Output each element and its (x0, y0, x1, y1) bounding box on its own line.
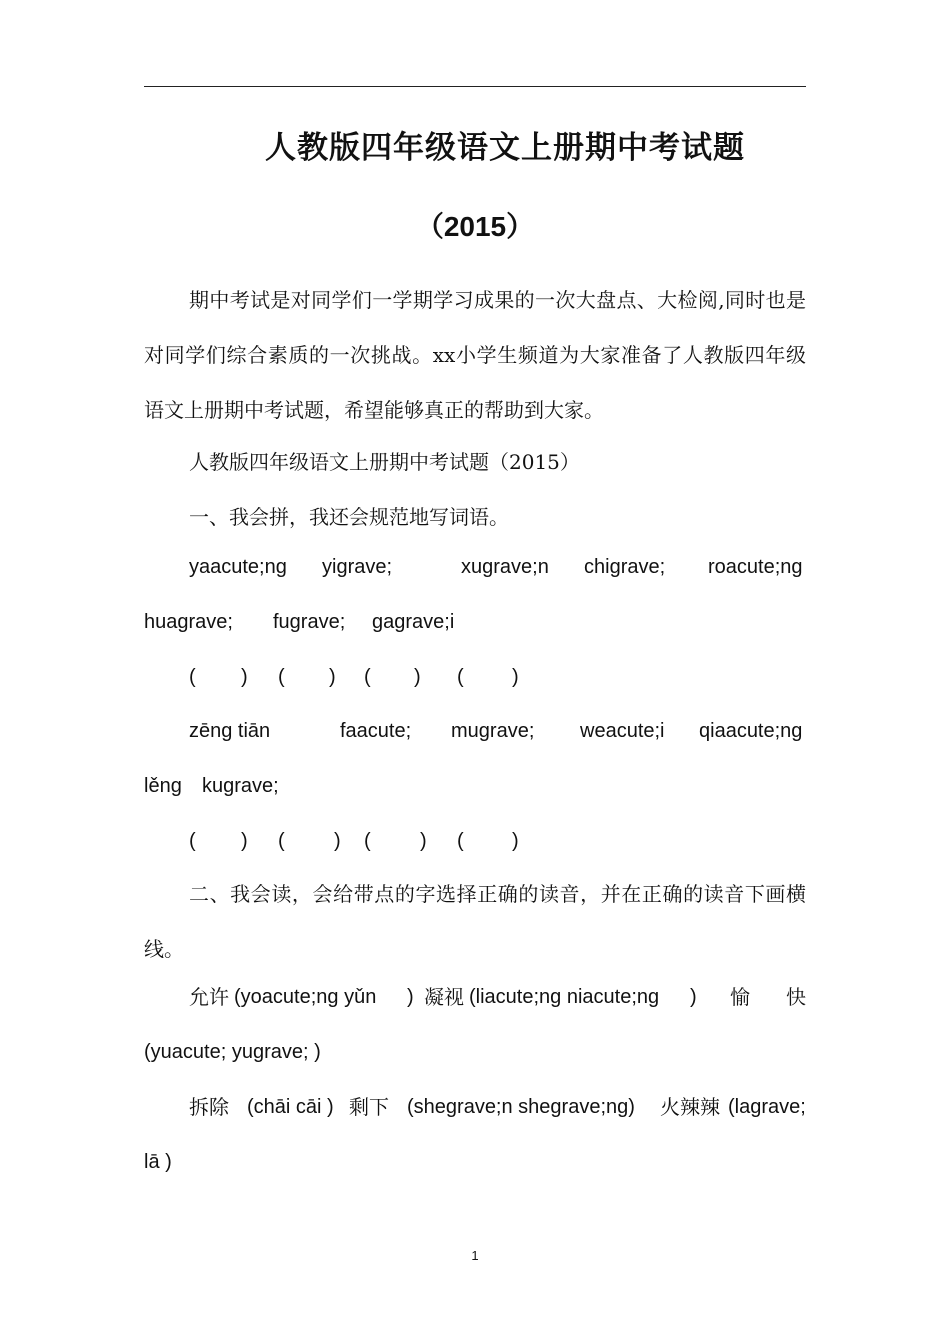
reading-row-2 (144, 1080, 806, 1135)
answer-blanks-1 (144, 650, 806, 705)
pinyin-word: yaacute;ng (189, 556, 287, 578)
page-title: 人教版四年级语文上册期中考试题 (265, 130, 745, 166)
pinyin-word: kugrave; (202, 775, 279, 797)
pinyin-word: xugrave;n (461, 556, 549, 578)
blank-open: ( (189, 666, 196, 688)
header-rule (144, 86, 806, 87)
reading-row-1 (144, 970, 806, 1025)
pinyin-word: huagrave; (144, 611, 233, 633)
blank-close: ) (329, 666, 336, 688)
pinyin-word: weacute;i (580, 720, 665, 742)
pinyin-choices: (shegrave;n shegrave;ng) (407, 1096, 635, 1118)
word: 凝视 (424, 985, 464, 1009)
intro-paragraph: 期中考试是对同学们一学期学习成果的一次大盘点、大检阅,同时也是对同学们综合素质的一次挑战。xx小学生频道为大家准备了人教版四年级语文上册期中考试题，希望能够真正的帮助到大家。 (144, 288, 806, 422)
pinyin-word: qiaacute;ng (699, 720, 803, 742)
pinyin-word: chigrave; (584, 556, 666, 578)
word: 拆除 (189, 1095, 229, 1119)
blank-close: ) (241, 666, 248, 688)
pinyin-word: faacute; (340, 720, 412, 742)
pinyin-choices: (chāi cāi ) (247, 1096, 334, 1118)
pinyin-word: fugrave; (273, 611, 346, 633)
pinyin-word: lěng (144, 775, 182, 797)
pinyin-word: yigrave; (322, 556, 393, 578)
blank-open: ( (278, 666, 285, 688)
pinyin-choices: (liacute;ng niacute;ng (469, 986, 660, 1008)
answer-blanks-2 (144, 814, 806, 869)
word: 火辣辣 (660, 1095, 720, 1119)
blank-close: ) (420, 830, 427, 852)
pinyin-row-1 (144, 540, 806, 595)
word: 快 (786, 985, 806, 1009)
word: 剩下 (349, 1095, 389, 1119)
pinyin-row-2-cont (144, 759, 806, 814)
pinyin-row-1-cont (144, 595, 806, 650)
reading-row-1-cont: (yuacute; yugrave; ) (144, 1041, 321, 1063)
blank-close: ) (512, 830, 519, 852)
blank-open: ( (457, 830, 464, 852)
blank-close: ) (512, 666, 519, 688)
paren-close: ) (407, 986, 414, 1008)
word: 允许 (189, 985, 229, 1009)
page-number: 1 (471, 1248, 479, 1263)
blank-open: ( (364, 830, 371, 852)
reading-row-2-cont: lā ) (144, 1151, 172, 1173)
blank-close: ) (241, 830, 248, 852)
page-subtitle: （2015） (415, 211, 535, 242)
blank-open: ( (457, 666, 464, 688)
blank-open: ( (364, 666, 371, 688)
pinyin-word: gagrave;i (372, 611, 455, 633)
section1-heading: 一、我会拼，我还会规范地写词语。 (189, 505, 509, 529)
blank-open: ( (278, 830, 285, 852)
pinyin-choices: (lagrave; (728, 1096, 806, 1118)
blank-close: ) (414, 666, 421, 688)
repeat-title: 人教版四年级语文上册期中考试题（2015） (189, 450, 580, 474)
blank-close: ) (334, 830, 341, 852)
pinyin-word: roacute;ng (708, 556, 803, 578)
section2-heading: 二、我会读，会给带点的字选择正确的读音，并在正确的读音下画横线。 (144, 882, 806, 961)
blank-open: ( (189, 830, 196, 852)
pinyin-row-2 (144, 704, 806, 759)
pinyin-word: mugrave; (451, 720, 535, 742)
paren-close: ) (690, 986, 697, 1008)
pinyin-word: zēng tiān (189, 720, 271, 742)
word: 愉 (730, 985, 750, 1009)
pinyin-choices: (yoacute;ng yǔn (234, 986, 377, 1008)
